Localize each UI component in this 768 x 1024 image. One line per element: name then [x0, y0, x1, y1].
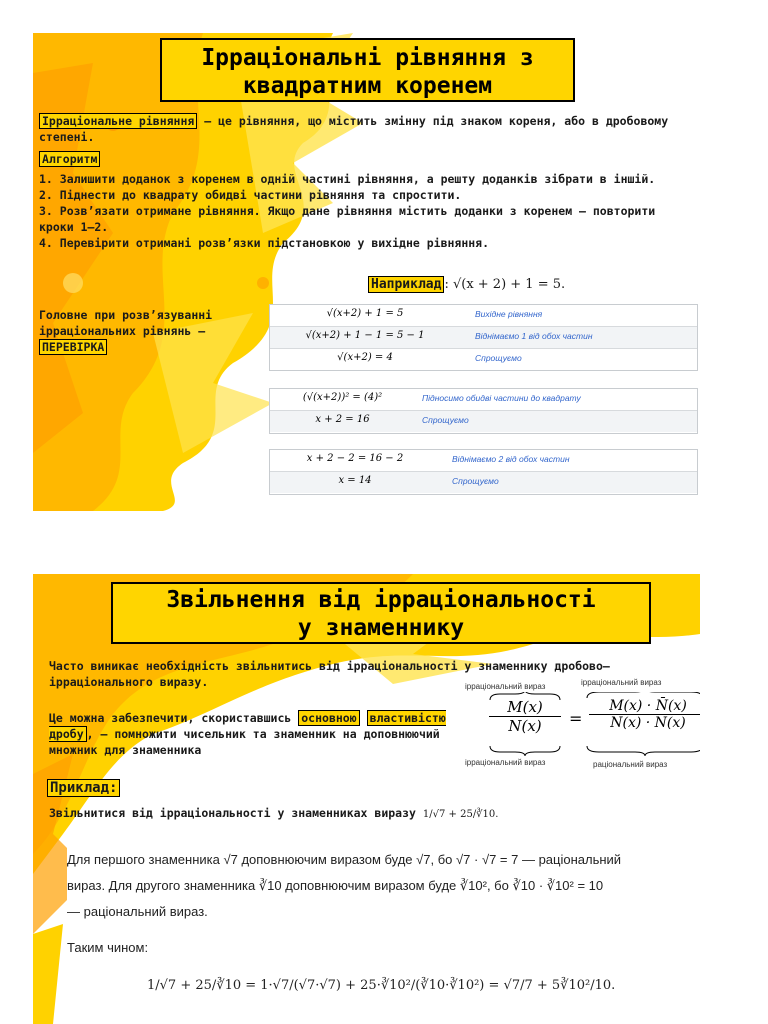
solution-table-1 [269, 304, 698, 371]
table-row: x + 2 − 2 = 16 − 2 Віднімаємо 2 від обох частин [270, 450, 697, 472]
final-expression: 1/√7 + 25/∛10 = 1·√7/(√7·√7) + 25·∛10²/(∛10·∛10²) = √7/7 + 5∛10²/10. [147, 978, 616, 993]
solution-line: вираз. Для другого знаменника ∛10 доповнюючим виразом буде ∛10², бо ∛10 · ∛10² = 10 [67, 878, 604, 893]
task-expression: 1/√7 + 25/∛10. [422, 809, 499, 820]
table-row: (√(x+2))² = (4)² Підносимо обидві частини до квадрату [270, 389, 697, 411]
definition [39, 113, 694, 145]
algorithm-steps [39, 171, 689, 251]
table-row: x = 14 Спрощуємо [270, 472, 697, 493]
algorithm-step: 1. Залишити доданок з коренем в одній частині рівняння, а решту доданків зібрати в іншій. [39, 172, 656, 186]
slide-irrational-equations [33, 33, 700, 511]
solution-line: Для першого знаменника √7 доповнюючим виразом буде √7, бо √7 · √7 = 7 — раціональний [67, 852, 622, 867]
slide1-title-line2: квадратним коренем [242, 73, 493, 100]
definition-text: – це рівняння, що містить змінну під знаком кореня, або в дробовому степені. [39, 114, 669, 144]
table-row: √(x+2) + 1 = 5 Вихідне рівняння [270, 305, 697, 327]
slide2-title-line1: Звільнення від ірраціональності [166, 587, 596, 613]
example-label: Наприклад [368, 276, 444, 293]
algorithm-label: Алгоритм [39, 151, 100, 167]
solution-box [67, 844, 700, 1014]
formula-equals: = [569, 709, 583, 728]
table-row: √(x+2) = 4 Спрощуємо [337, 352, 522, 363]
highlight-fraction-property: властивістю дробу [49, 711, 446, 741]
algorithm-step: 2. Піднести до квадрату обидві частини рівняння та спростити. [39, 188, 462, 202]
table-row: √(x+2) + 1 − 1 = 5 − 1 Віднімаємо 1 від обох частин [270, 327, 697, 349]
method-text: Це можна забезпечити, скориставшись основною властивістю дробу , – помножити чисельник та знаменник на доповнюючий множник для знаменника [49, 711, 446, 757]
slide-rationalizing-denominator: Звільнення від ірраціональності у знаменнику Часто виникає необхідність звільнитись від ірраціональності у знаменнику дробово–ірраціонального виразу. Це можна забезпечити, скориставшись основною властивістю дробу , – помножити чисельник та знаменник на доповнюючий множник для знаменника ірраціональний вираз ірраціональний вираз $\frac{M(x)}{N(x)}$ = $\frac{M(x) \cdot N̄(x)}{N(x) \cdot N̄(x)}$ ірраціональний вираз раціональний вираз Приклад: Звільнитися від ірраціональності у знаменниках виразу 1/√7 + 25/∛10. Для першого знаменника √7 доповнюючим виразом буде √7, бо √7 · √7 = 7 — раціональний вираз. Для другого знаменника ∛10 доповнюючим виразом буде ∛10², бо ∛10 · ∛10² = 10 — раціональний вираз. Таким чином: 1/√7 + 25/∛10 = 1·√7/(√7·√7) + 25·∛10²/(∛10·∛10²) = √7/7 + 5∛10²/10. [33, 574, 700, 1024]
algorithm-step: 4. Перевірити отримані розв’язки підстановкою у вихідне рівняння. [39, 236, 490, 250]
check-label: ПЕРЕВІРКА [39, 339, 107, 355]
solution-table-2 [269, 388, 698, 434]
task-text: Звільнитися від ірраціональності у знаменниках виразу 1/√7 + 25/∛10. [49, 806, 499, 820]
highlight-basic: основною [298, 710, 359, 726]
solution-line: — раціональний вираз. [67, 904, 208, 919]
slide2-title [111, 582, 651, 644]
formula-right-fraction: $\frac{M(x) \cdot N̄(x)}{N(x) \cdot N̄(x)}$ [589, 698, 700, 731]
example-equation: : √(x + 2) + 1 = 5. [444, 277, 566, 292]
definition-term: Ірраціональне рівняння [39, 113, 197, 129]
solution-table-3 [269, 449, 698, 495]
intro-text: Часто виникає необхідність звільнитись від ірраціональності у знаменнику дробово–ірраціонального виразу. [49, 659, 610, 689]
slide1-title [160, 38, 575, 102]
therefore-text: Таким чином: [67, 940, 149, 955]
example-line [368, 277, 565, 293]
yellow-paint-background [33, 33, 700, 511]
slide1-title-line1: Ірраціональні рівняння з [201, 45, 534, 71]
slide2-title-line2: у знаменнику [297, 615, 465, 642]
main-note: Головне при розв’язуванні ірраціональних рівнянь – ПЕРЕВІРКА [39, 308, 213, 354]
table-row: x + 2 = 16 Спрощуємо [270, 411, 697, 432]
algorithm-step: 3. Розв’язати отримане рівняння. Якщо дане рівняння містить доданки з коренем – повторити кроки 1–2. [39, 204, 656, 234]
example-label: Приклад: [47, 780, 120, 796]
formula-left-fraction: $\frac{M(x)}{N(x)}$ [489, 698, 561, 735]
